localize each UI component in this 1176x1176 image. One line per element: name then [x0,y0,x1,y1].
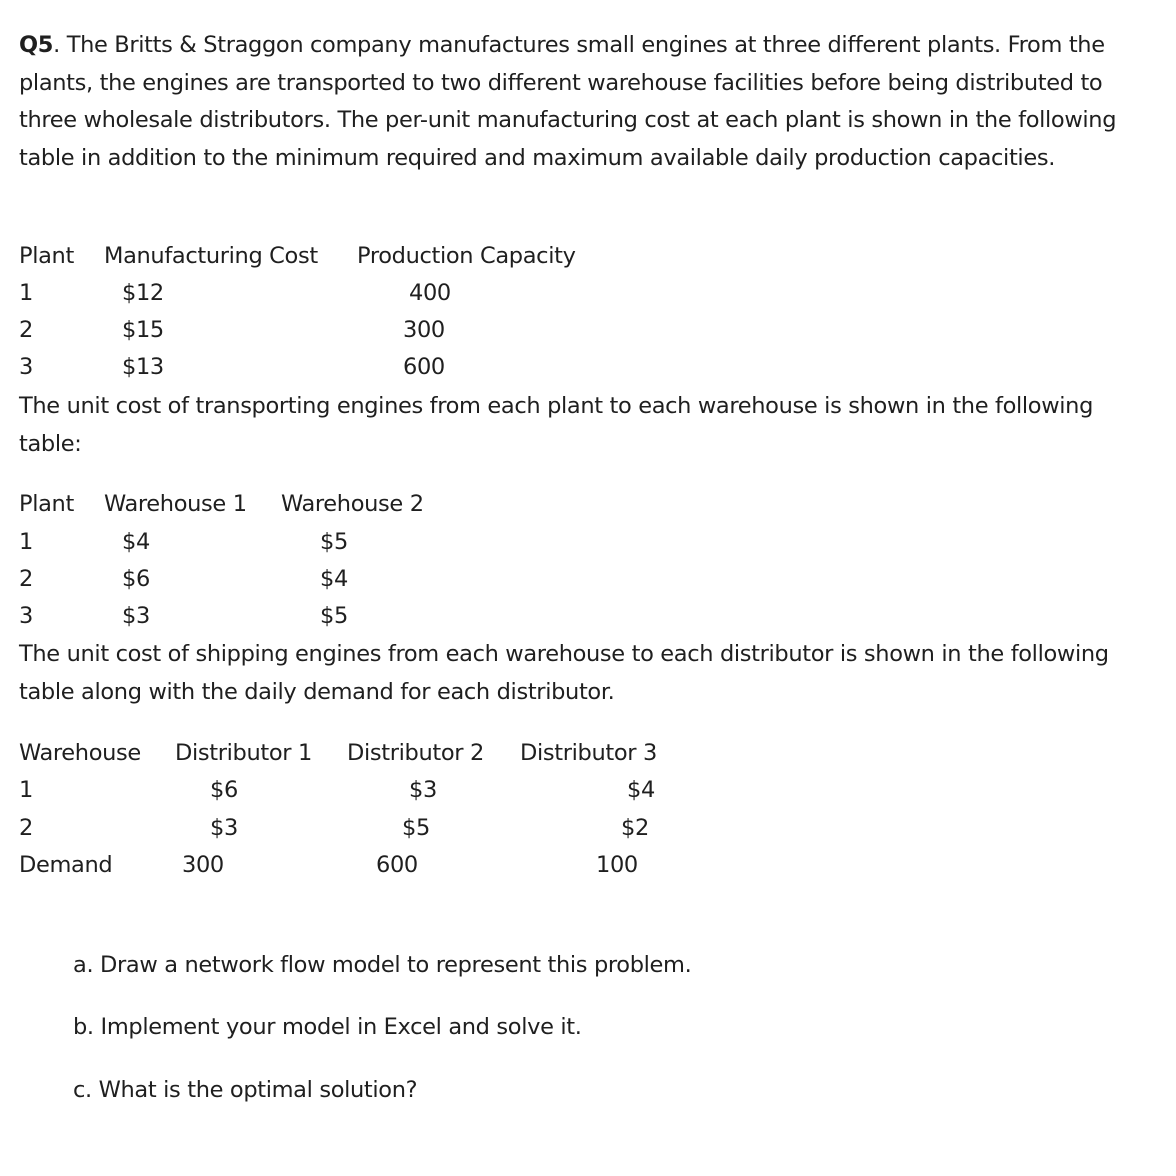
table3-cell: 300 [182,852,224,878]
subquestion-c: c. What is the optimal solution? [73,1077,418,1103]
table2-header-plant: Plant [19,491,74,517]
table2-cell: $4 [320,566,348,592]
table1-cell: $15 [122,317,164,343]
table3-header-distributor-2: Distributor 2 [347,740,484,766]
subquestion-a: a. Draw a network flow model to represent this problem. [73,952,692,978]
table2-cell: $5 [320,529,348,555]
table2-cell: 2 [19,566,33,592]
table3-cell: $6 [210,777,238,803]
table3-cell: $2 [621,815,649,841]
table3-cell: $3 [409,777,437,803]
subquestion-b: b. Implement your model in Excel and solve it. [73,1014,582,1040]
table2-header-warehouse-2: Warehouse 2 [281,491,424,517]
table1-cell: $12 [122,280,164,306]
table1-cell: 300 [403,317,445,343]
paragraph-shipping: The unit cost of shipping engines from each warehouse to each distributor is shown in the following table along with the daily demand for each distributor. [19,641,1109,705]
table1-cell: 3 [19,354,33,380]
table2-cell: $3 [122,603,150,629]
table3-header-warehouse: Warehouse [19,740,141,766]
table3-cell: 100 [596,852,638,878]
paragraph-transport: The unit cost of transporting engines from each plant to each warehouse is shown in the following table: [19,393,1094,457]
table1-header-plant: Plant [19,243,74,269]
table2-cell: 1 [19,529,33,555]
question-intro [19,27,1119,177]
table3-cell: 1 [19,777,33,803]
table2-cell: $6 [122,566,150,592]
table3-demand-label: Demand [19,852,113,878]
table1-header-production-capacity: Production Capacity [357,243,576,269]
question-intro-text: . The Britts & Straggon company manufactures small engines at three different plants. From the plants, the engines are transported to two different warehouse facilities before being distributed to three wholesale distributors. The per-unit manufacturing cost at each plant is shown in the following table in addition to the minimum required and maximum available daily production capacities. [19,32,1117,171]
table1-header-manufacturing-cost: Manufacturing Cost [104,243,318,269]
table2-header-warehouse-1: Warehouse 1 [104,491,247,517]
table1-cell: $13 [122,354,164,380]
table3-cell: $4 [627,777,655,803]
table3-cell: $3 [210,815,238,841]
table1-cell: 1 [19,280,33,306]
table3-header-distributor-1: Distributor 1 [175,740,312,766]
table3-cell: $5 [402,815,430,841]
table1-cell: 600 [403,354,445,380]
table1-cell: 2 [19,317,33,343]
table3-cell: 2 [19,815,33,841]
table3-header-distributor-3: Distributor 3 [520,740,657,766]
table2-cell: $4 [122,529,150,555]
table2-cell: 3 [19,603,33,629]
table1-cell: 400 [409,280,451,306]
table3-cell: 600 [376,852,418,878]
table2-cell: $5 [320,603,348,629]
question-number: Q5 [19,32,54,58]
